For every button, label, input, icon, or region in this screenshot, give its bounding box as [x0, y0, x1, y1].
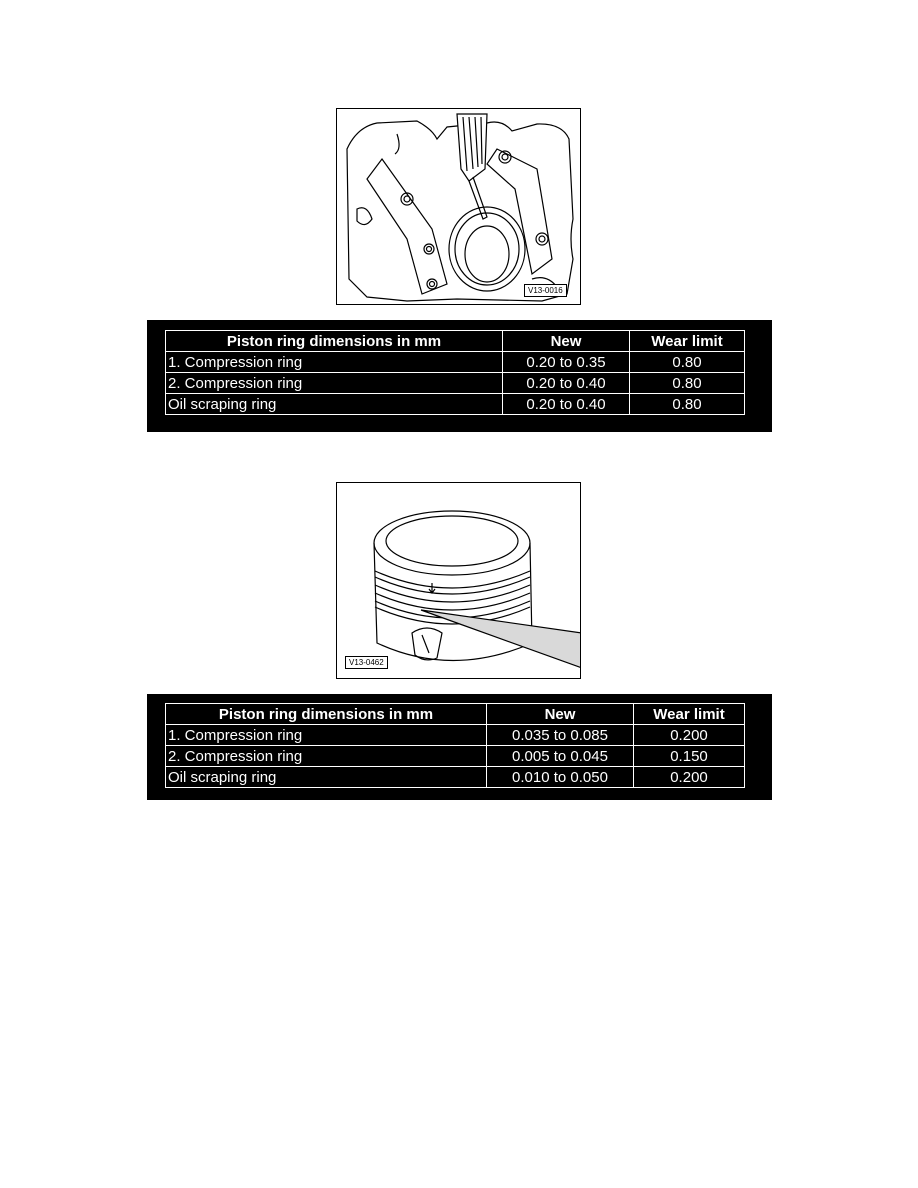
wear-limit-cell: 0.200: [634, 767, 745, 788]
ring-name-cell: 1. Compression ring: [166, 352, 503, 373]
ring-clearance-spec-panel: [147, 694, 772, 800]
ring-name-cell: Oil scraping ring: [166, 767, 487, 788]
ring-clearance-spec-table: [165, 703, 745, 788]
column-header: New: [487, 704, 634, 725]
table-row: [166, 394, 745, 415]
figure-label: V13-0016: [524, 284, 567, 297]
column-header: New: [503, 331, 630, 352]
new-value-cell: 0.20 to 0.40: [503, 373, 630, 394]
new-value-cell: 0.035 to 0.085: [487, 725, 634, 746]
column-header: Wear limit: [634, 704, 745, 725]
new-value-cell: 0.20 to 0.40: [503, 394, 630, 415]
new-value-cell: 0.005 to 0.045: [487, 746, 634, 767]
table-row: [166, 725, 745, 746]
ring-gap-illustration: [336, 108, 581, 305]
ring-gap-drawing: [337, 109, 581, 305]
ring-gap-spec-panel: [147, 320, 772, 432]
table-header-row: [166, 331, 745, 352]
table-row: [166, 373, 745, 394]
table-row: [166, 352, 745, 373]
new-value-cell: 0.20 to 0.35: [503, 352, 630, 373]
ring-name-cell: 1. Compression ring: [166, 725, 487, 746]
ring-name-cell: 2. Compression ring: [166, 373, 503, 394]
table-header-row: [166, 704, 745, 725]
wear-limit-cell: 0.200: [634, 725, 745, 746]
column-header: Piston ring dimensions in mm: [166, 331, 503, 352]
wear-limit-cell: 0.80: [630, 352, 745, 373]
figure-label: V13-0462: [345, 656, 388, 669]
new-value-cell: 0.010 to 0.050: [487, 767, 634, 788]
table-row: [166, 746, 745, 767]
wear-limit-cell: 0.80: [630, 394, 745, 415]
ring-name-cell: 2. Compression ring: [166, 746, 487, 767]
column-header: Piston ring dimensions in mm: [166, 704, 487, 725]
ring-name-cell: Oil scraping ring: [166, 394, 503, 415]
ring-gap-spec-table: [165, 330, 745, 415]
ring-clearance-illustration: [336, 482, 581, 679]
wear-limit-cell: 0.150: [634, 746, 745, 767]
table-row: [166, 767, 745, 788]
column-header: Wear limit: [630, 331, 745, 352]
ring-clearance-drawing: [337, 483, 581, 679]
wear-limit-cell: 0.80: [630, 373, 745, 394]
